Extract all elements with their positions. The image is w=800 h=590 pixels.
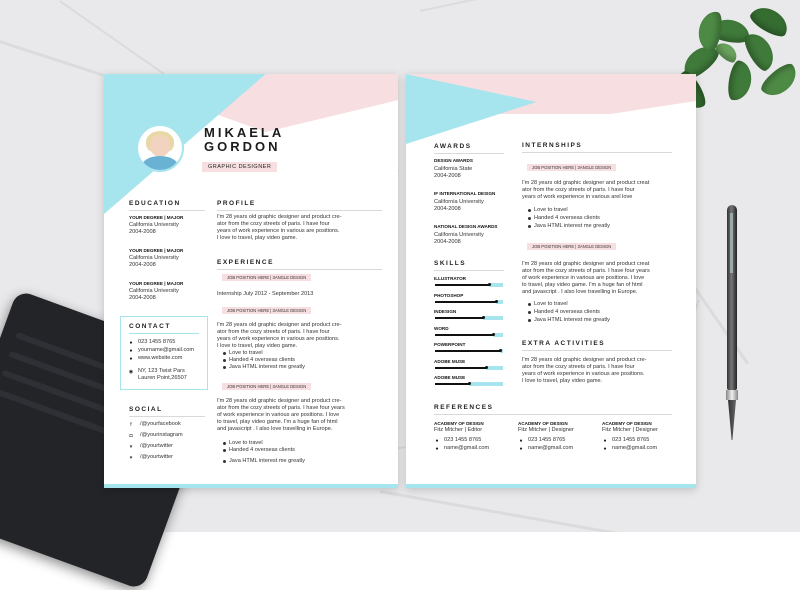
skill-bar: [435, 301, 503, 303]
twitter-icon: ▾: [129, 455, 133, 461]
globe-icon: ●: [129, 356, 133, 362]
experience-heading: EXPERIENCE: [217, 259, 274, 266]
skill-bar-marker: [468, 382, 471, 385]
email-icon: ●: [603, 446, 607, 452]
skill-label: PHOTOSHOP: [434, 292, 464, 298]
twitter-icon: ▾: [129, 444, 133, 450]
internships-heading: INTERNSHIPS: [522, 142, 583, 149]
skill-bar-marker: [495, 300, 498, 303]
email-icon: ●: [519, 446, 523, 452]
skill-bar: [435, 383, 503, 385]
education-heading: EDUCATION: [129, 200, 181, 207]
skill-bar-marker: [482, 316, 485, 319]
reference-person: Fitz Mitcher | Designer: [602, 427, 658, 433]
skill-bar-remaining: [486, 366, 503, 370]
profile-heading: PROFILE: [217, 200, 256, 207]
contact-heading: CONTACT: [129, 323, 171, 330]
instagram-icon: ◘: [129, 433, 133, 439]
skill-bar-remaining: [483, 316, 503, 320]
phone-icon: ●: [519, 438, 523, 444]
candidate-name: MIKAELA GORDON: [204, 125, 285, 154]
resume-page-1: MIKAELA GORDON GRAPHIC DESIGNER EDUCATION YOUR DEGREE | MAJOR California University 2004-2008 YOUR DEGREE | MAJOR California University 2004-2008 YOUR DEGREE | MAJOR California University 2004-2008 CONTACT ● 023 1455 8765 ● yourname@gmail.com ● www.website.com ◉ NY, 123 Twist Pars Lauren Point,26507 SOCIAL f /@yourfacebook ◘ /@yourinstagram ▾ /@yourtwitter ▾ /@yourtwitter PROFILE I'm 28 years old graphic designer and product cre- ator from the cozy streets of paris. I have four years of work experience in various are positions. I love to travel, play video game. EXPERIENCE JOB POSITION HERE | 3ANGLE DESIGN Internship July 2012 - September 2013 JOB POSITION HERE | 3ANGLE DESIGN I'm 28 years old graphic designer and product cre- ator from the cozy streets of paris. I have four years of work experience in various are positions. I love to travel, play video game. Love to travel Handed 4 overseas clients Java HTML interest me greatly JOB POSITION HERE | 3ANGLE DESIGN I'm 28 years old graphic designer and product cre- ator from the cozy streets of paris. I have four years of work experience in various are positions. I love to travel, play video game. I'm a huge fan of html and javascript . I also love travelling in Europe. Love to travel Handed 4 overseas clients Java HTML interest me greatly: [104, 74, 398, 488]
skill-label: POWERPOINT: [434, 342, 466, 347]
phone-icon: ●: [435, 438, 439, 444]
reference-person: Fitz Mitcher | Editor: [434, 427, 483, 433]
skill-label: ADOBE MUSE: [434, 358, 466, 364]
skill-bar-remaining: [489, 283, 503, 287]
skill-bar-marker: [492, 333, 495, 336]
social-heading: SOCIAL: [129, 406, 163, 413]
skill-label: ADOBE MUSE: [434, 375, 466, 380]
facebook-icon: f: [130, 422, 132, 428]
reference-email: name@gmail.com: [528, 445, 574, 451]
skills-heading: SKILLS: [434, 260, 467, 267]
reference-org: ACADEMY OF DESIGN: [518, 421, 568, 426]
extra-activities-heading: EXTRA ACTIVITIES: [522, 340, 606, 347]
references-heading: REFERENCES: [434, 404, 494, 411]
reference-org: ACADEMY OF DESIGN: [434, 421, 484, 426]
reference-org: ACADEMY OF DESIGN: [602, 421, 652, 426]
skill-bar-marker: [485, 366, 488, 369]
skill-bar: [435, 317, 503, 319]
role-badge: GRAPHIC DESIGNER: [202, 162, 277, 172]
skill-bar-remaining: [469, 382, 503, 386]
location-icon: ◉: [128, 369, 134, 375]
skill-bar: [435, 350, 503, 352]
email-icon: ●: [435, 446, 439, 452]
skill-bar-marker: [499, 349, 502, 352]
pen-image: [724, 205, 740, 445]
skill-label: INDESIGN: [434, 309, 457, 314]
email-icon: ●: [129, 348, 133, 354]
skill-bar: [435, 284, 503, 286]
reference-email: name@gmail.com: [444, 445, 490, 451]
reference-phone: 023 1455 8765: [612, 437, 650, 443]
phone-icon: ●: [129, 340, 133, 346]
reference-phone: 023 1455 8765: [528, 437, 566, 443]
skill-bar: [435, 334, 503, 336]
awards-heading: AWARDS: [434, 143, 472, 150]
skill-label: ILLUSTRATOR: [434, 276, 466, 281]
resume-page-2: AWARDS DESIGN AWARDS California State 2004-2008 IF INTERNATIONAL DESIGN California University 2004-2008 NATIONAL DESIGN AWARDS California University 2004-2008 SKILLS INTERNSHIPS JOB POSITION HERE | 3ANGLE DESIGN I'm 28 years old graphic designer and product creat ator from the cozy streets of paris. I have four years of work experience in various arel love Love to travel Handed 4 overseas clients Java HTML interest me greatly JOB POSITION HERE | 3ANGLE DESIGN I'm 28 years old graphic designer and product creat ator from the cozy streets of paris. I have four years of work experience in various are positions. I love to travel, play video game. I'm a huge fan of html and javascript . I also love travelling in Europe. Love to travel Handed 4 overseas clients Java HTML interest me greatly EXTRA ACTIVITIES I'm 28 years old graphic designer and product cre- ator from the cozy streets of paris. I have four years of work experience in various are positions. I love to travel, play video game. REFERENCES ILLUSTRATOR PHOTOSHOP INDESIGN WORD POWERPOINT ADOBE MUSE ADOBE MUSE ACADEMY OF DESIGN Fitz Mitcher | Editor ● 023 1455 8765 ● name@gmail.com ACADEMY OF DESIGN Fitz Mitcher | Designer ● 023 1455 8765 ● name@gmail.com ACADEMY OF DESIGN Fitz Mitcher | Designer ● 023 1455 8765 ● name@gmail.com: [406, 74, 696, 488]
avatar: [136, 124, 184, 172]
skill-label: WORD: [434, 325, 449, 331]
reference-phone: 023 1455 8765: [444, 437, 482, 443]
reference-email: name@gmail.com: [612, 445, 658, 451]
skill-bar: [435, 367, 503, 369]
reference-person: Fitz Mitcher | Designer: [518, 427, 574, 433]
phone-icon: ●: [603, 438, 607, 444]
